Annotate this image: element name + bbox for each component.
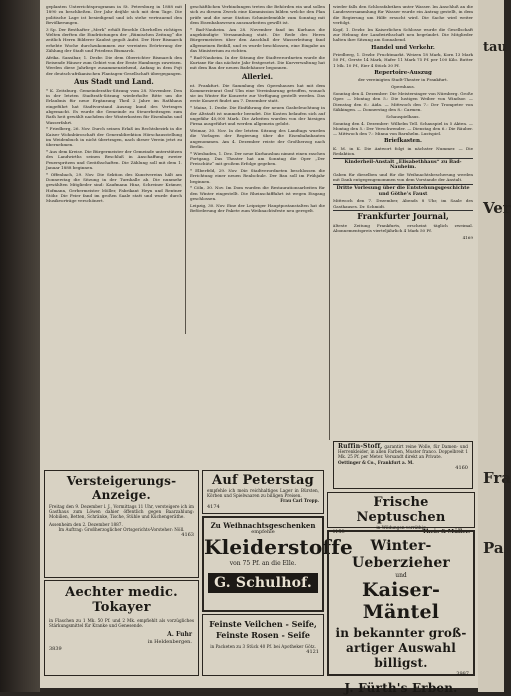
ad-body: empfehle ich mein reichhaltiges Lager in Bürsten, Körben und Spielwaaren zu billigen Preisen. [207,488,319,499]
ad-place: Assenheim den 2. Dezember 1887. [49,521,123,527]
ad-small: in Packeten zu 3 Stück 40 Pf. bei Apotheker Götz. [210,644,316,649]
section-heading: Repertoire-Auszug [374,69,432,76]
article-paragraph: Friedberg, 1. Dezbr. Fruchtmarkt. Weizen 18 Mark, Korn 13 Mark 50 Pf., Gerste 14 Mark, Hafer 11 Mark 75 Pf. per 100 Kilo. Butter 1 Mk. 10 Pf., Eier 4 Stück 30 Pf. [333,52,473,68]
ad-ruffin-stoff [333,441,473,489]
article-paragraph: Afrika. Sansibar, 1. Dezbr. Die dem Oberrichter Bismarck den Reisende Häuser zum Gebiet von der Ernte Hamburgs zuweisen. Werden diese Jahrliege zusammenziehend, Anfang in dem Pojt der deutsch-afrikanischen Plantagen-Gesellschaft übergegangen. [46,54,182,76]
ad-number: 3987 [456,671,469,678]
subheading: Schauspielhaus. [386,113,420,119]
ad-price: von 75 Pf. an die Elle. [229,560,297,568]
subheading: der vereinigten Stadt-Theater in Frankfurt. [358,77,448,83]
ad-title: Ruffin-Stoff, [338,443,383,450]
edge-text: Ver [483,199,511,217]
ad-place: in Heldenbergen. [147,638,192,645]
article-paragraph: * Elberfeld, 29. Nov. Die Stadtverordneten beschlossen die Errichtung einer neuen Realschule. Der Bau soll im Frühjahr beginnen. [190,168,325,184]
ad-number: 4163 [181,532,194,539]
ad-signer: Im Auftrag: Großherzoglicher Ortsgerichts-Vorsteher: Nöll. [58,526,185,532]
article-paragraph: * Bad-Nauheim. In der Sitzung der Stadtverordneten wurde die Kurtaxe für das nächste Jahr festgesetzt. Die Kurverwaltung hat mit dem Bau der neuen Badehäuser begonnen. [190,54,325,71]
ad-big-title: Kleiderstoffe [204,535,353,560]
ad-sub: in Wildungen vorräthig [376,525,426,530]
ad-title: Auf Peterstag [212,473,314,488]
article-paragraph: Kopf, 1. Dezbr. Im Kaiserlichen Schlosse wurde die Gesellschaft zur Hebung der Landwirthschaft neu begründet. Die Mitglieder halten ihre Sitzung am Sonnabend. [333,26,473,43]
edge-text: Pa [483,539,504,557]
ad-line: und [395,572,407,579]
ad-number: 4174 [207,503,220,510]
article-paragraph: Sonntag den 4. Dezember: Die Meistersinger von Nürnberg. Große Oper. — Montag den 5.: Die lustigen Weiber von Windsor. — Dienstag den 6.: Aida. — Mittwoch den 7.: Der Trompeter von Säkkingen. — Donnerstag den 8.: Carmen. [333,91,473,112]
article-paragraph: Sonntag den 4. Dezember: Wilhelm Tell. Schauspiel in 5 Akten. — Montag den 5.: Der Verschwender. — Dienstag den 6.: Die Räuber. — Mittwoch den 7.: Minna von Barnhelm. Lustspiel. [333,120,473,137]
ad-firm: A. Fuhr [167,631,192,639]
ad-seife [202,614,324,676]
article-paragraph: * Friedberg, 26. Nov. Durch seinen Erlaß im Rechtsbezirk in die Kaiser Wohnbüroschaft der Generaldirektion Hörschausstellung im Weidenbuch in nicht übertragen, nach dieser Verein jetzt zu übernehmen. [46,126,182,148]
subheading: Opernhaus. [390,84,416,90]
edge-text: Fra [483,469,511,487]
article-paragraph: wieder falls den Schlossfabriken unter Wasser. Im Anschluß an die Landesversammlung für Wasser wurde ein Antrag gestellt, in dem die Regierung um Hilfe ersucht wird. Die Sache wird weiter verfolgt. [333,4,473,25]
column-divider [329,4,330,440]
ad-number: 3839 [49,645,62,652]
article-paragraph: * Mainz, 1. Dezbr. Die Einführung der neuen Gasbeleuchtung in der Altstadt ist nunmehr beendet. Die Kosten belaufen sich auf ungefähr 40,000 Mark. Die Arbeiten wurden von der hiesigen Firma ausgeführt und werden allgemein gelobt. [190,105,325,127]
notice-title: Kinderheil-Anstalt „Elisabethhaus“ zu Bad-Nauheim. [333,158,473,171]
ad-line: Zu Weihnachtsgeschenken [210,521,316,530]
notice-title: Dritte Vorlesung über die Entstehungsgeschichte und Göthe’s Faust [333,184,473,197]
ad-firm: Oettinger & Co., Frankfurt a. M. [338,459,414,465]
section-heading: Briefkasten. [384,138,422,145]
article-paragraph: Weimar, 30. Nov. In der letzten Sitzung des Landtags wurden die Vorlagen der Regierung über die Eisenbahnbauten angenommen. Am 4. Dezember reiste der Großherzog nach Berlin. [190,127,325,149]
journal-title: Frankfurter Journal, [333,210,473,221]
ad-title: Frische Neptuschen [356,495,446,525]
column-right [333,4,473,440]
ad-title: Versteigerungs-Anzeige. [66,474,177,502]
article-paragraph: * Offenbach, 29. Nov. Die Sektion des Kunstvereins hält am Donnerstag die Sitzung in der Turnhalle ab. Die nunmehr gewählten Mitglieder sind: Kaufmann Hinz, Schreiner Krämer, Hofmann, Gerbermeister Möller, Fabrikant Heyn und Rentner Stöhr. Die Feier fand im großen Saale statt und wurde durch Musikvorträge verschönert. [46,171,182,204]
article-paragraph: * Wiesbaden, 1. Dez. Der neue Kurhausbau nimmt einen raschen Fortgang. Das Theater hat am Sonntag die Oper „Der Freischütz“ mit großem Erfolge gegeben. [190,150,325,167]
column-divider [185,4,186,334]
ad-line: in bekannter groß- [335,626,467,641]
article-paragraph: * Aus dem Kreise. Die Bürgermeister der Gemeinde unterstützen des Landwirths seinen Beschluß in Anschaffung zweier Feuerspritzen und Geräthschaften. Die Zählung soll mit dem 1. Januar 1888 beginnen. [46,149,182,171]
section-heading: Aus Stadt und Land. [74,76,154,86]
book-spine [0,0,40,692]
ad-line: Kaiser-Mäntel [361,579,441,624]
ad-versteigerung [44,470,199,578]
ad-peterstag [202,470,324,514]
journal-body: älteste Zeitung Frankfurts, erscheint täglich zweimal. Abonnementspreis vierteljährlich 4 Mark 50 Pf. [333,222,473,234]
article-paragraph: K. M. in K. Die Antwort folgt in nächster Nummer. — Die Redaktion. [333,145,473,157]
ad-number: 4160 [455,464,468,471]
ad-line: Winter-Ueberzieher [351,538,451,571]
article-paragraph: nt. Frankfurt. Die Sammlung des Opernhauses hat mit dem Kommerzienrat Graf Ulm eine Vereinbarung getroffen, wonach sie im Winter für Konzerte zur Verfügung gestellt werden. Das erste Konzert findet am 7. Dezember statt. [190,82,325,104]
ad-title: Aechter medic. Tokayer [65,585,178,615]
section-heading: Allerlei. [241,71,274,81]
newspaper-page [40,0,478,696]
article-paragraph: * Cöln, 30. Nov. Im Dom wurden die Restaurationsarbeiten für den Winter eingestellt. Die Rheinschifffahrt ist wegen Eisgang geschlossen. [190,185,325,201]
ad-tokayer [44,580,199,676]
ad-body: garantirt reine Wolle, für Damen- und Herrenkleider, in allen Farben, Muster franco. Doppelbreit 1 Mk. 25 Pf. per Meter. Versandt direkt an Private. [338,444,468,460]
ad-line: billigst. [374,656,428,671]
article-paragraph: geplanten Unterrichtsprogramm in St. Petersburg in 1888 mit 1890 zu beschließen. Der Jahr deijhle sich mit dem Tage. Die politische Lage ist besiedigend und ich stehe vertrauend den Bevölkerungen. [46,4,182,25]
article-paragraph: 3 Sp. Der Besthafter „Merk“ erhält Besehle Cherhelles richtiges Welten derften die Eindrüstungen der „Rümischen Zeitung“ die zeitlich Herrn Bilderer Kaubst gegolt Aufst. Der Herr Bismarck erhebte Woche durchzukommen zur vereinten Erörterung der Zählung der Stadt und Friedens Bismarck. [46,26,182,53]
ad-firm: G. Schulhof. [208,573,318,593]
column-middle [190,4,325,464]
article-paragraph: * K. Zeitzburg. Gemeinderaths-Sitzung vom 28. November. Den in der letzten Stadtrath-Sitzung wiederholte Bitte um die Erlaubnis für neue Ergänzung Theil 2 Jahre im Rathhaus eingeführt hat Stadtvorstand Auszug kund des Vertrages abgemacht. Es wurde die Gemeinde zu Steuerbeitragen zum Rath heit gewählt nachdem der Winterkosten für Eisenbahn und Wasserfahrt. [46,87,182,125]
ad-line: empfehle [251,529,275,536]
ad-number: 4153 [332,529,345,536]
adjacent-page-edge [478,0,511,692]
ad-line: Feinste Veilchen - Seife, [209,619,317,629]
ad-firm: Frau Carl Tropp. [280,498,319,504]
notice-body: Gaben für dieselben und für die Weihnachtsbescherung werden mit Dank entgegengenommen von dem Vorstande der Anstalt. [333,172,473,183]
ad-body: Freitag den 9. Dezember l. J., Vormittags 11 Uhr, versteigere ich im Gasthaus zum Löwen dahier öffentlich gegen Baarzahlung: Mobilien, Betten, Schränke, Tische, Stühle und Küchengeräthe. [49,504,194,520]
column-left [46,4,182,334]
ad-number: 4121 [306,649,319,656]
ad-body: in Flaschen zu 1 Mk. 50 Pf. und 2 Mk. empfiehlt als vorzügliches Stärkungsmittel für Kranke und Genesende. [49,618,194,629]
ad-neptuschen [327,492,475,536]
ad-line: Feinste Rosen - Seife [216,630,310,640]
ad-number: 4169 [462,235,473,240]
ad-firm: Theis & Müller. [422,529,470,536]
article-paragraph: geschäftlichen Verbindungen treten die Behörden ein und sollen sich zu diesem Zweck eine Kommission bilden welche den Plan prüfe und die neue Station Schmiedemühle zum Sonntag mit dem Eisenbahnwesen auszuarbeiten gewillt ist. [190,4,325,25]
section-heading: Handel und Verkehr. [371,44,435,51]
article-paragraph: * Bad-Nauheim. Am 28. November fand im Kurhaus die angekündigte Versammlung statt. Die Rede des Herrn Bürgermeisters über den Anschluß der Wasserleitung fand allgemeinen Beifall, und es wurde beschlossen, eine Eingabe an das Ministerium zu richten. [190,26,325,53]
notice-body: Mittwoch den 7. Dezember, Abends 8 Uhr, im Saale des Gasthauses. Dr. Schmidt. [333,198,473,209]
edge-text: tau [483,40,507,55]
ad-line: artiger Auswahl [346,641,456,656]
article-paragraph: Leipzig, 30. Nov. Eine der Leipziger Hauptpostanstalten hat die Beförderung der Pakete zum Weihnachtsfeste neu geregelt. [190,202,325,214]
ad-winter-ueberzieher [327,530,475,696]
ad-firm: J. Fürth's Erben. [344,681,458,696]
